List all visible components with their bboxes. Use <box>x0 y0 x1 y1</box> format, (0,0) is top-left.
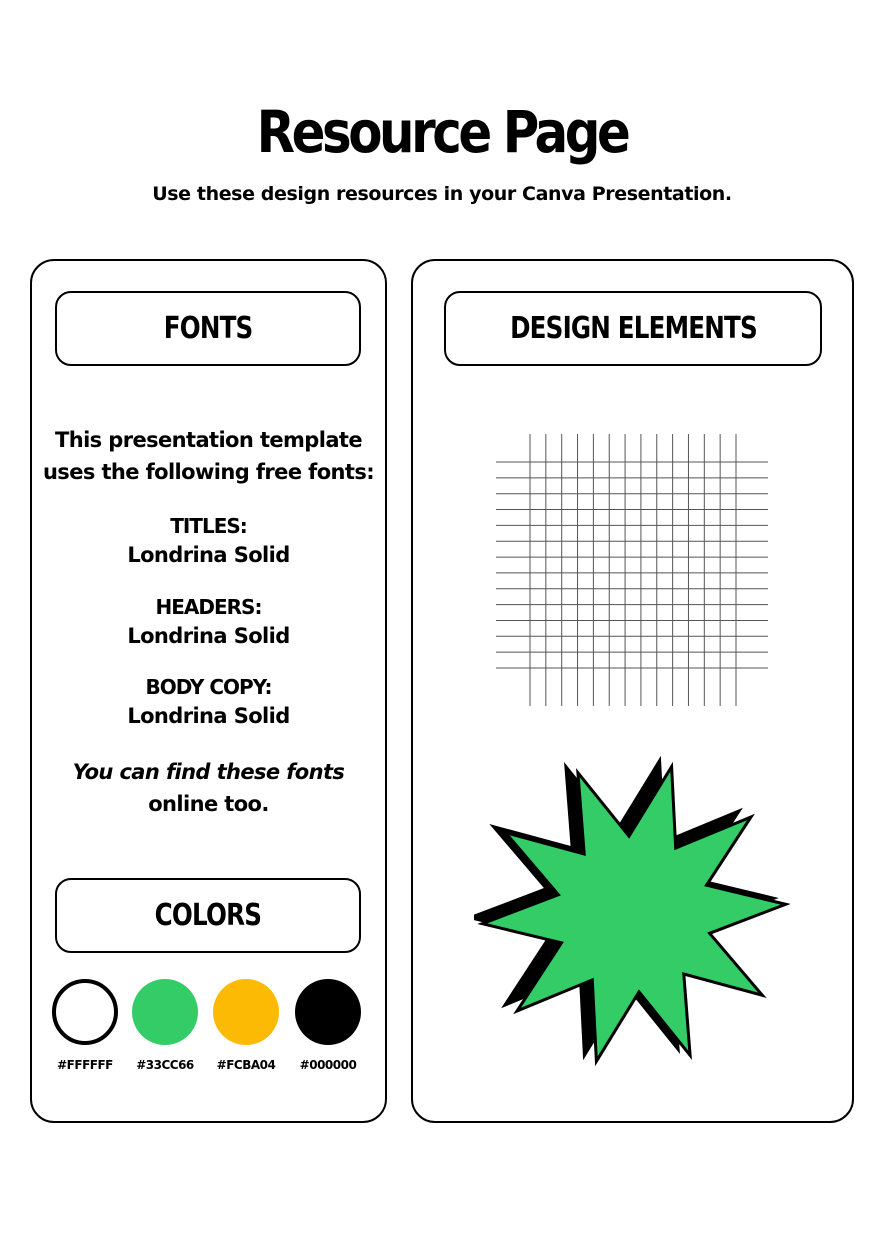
fonts-outro <box>30 756 387 820</box>
fonts-outro-line2: online too. <box>148 792 269 816</box>
titles-font: Londrina Solid <box>127 543 290 567</box>
headers-label: HEADERS: <box>155 595 262 619</box>
body-label: BODY COPY: <box>145 675 272 699</box>
grid-element <box>496 434 768 706</box>
color-code-black: #000000 <box>299 1058 357 1072</box>
fonts-outro-line1: You can find these fonts <box>72 760 345 784</box>
page-title: Resource Page <box>256 98 628 166</box>
starburst-element <box>474 756 790 1068</box>
colors-heading: COLORS <box>154 898 262 933</box>
titles-label: TITLES: <box>170 514 247 538</box>
design-elements-heading-box <box>444 291 822 366</box>
fonts-intro-line2: uses the following free fonts: <box>42 460 375 484</box>
page-subtitle: Use these design resources in your Canva Presentation. <box>152 183 732 205</box>
color-code-green: #33CC66 <box>136 1058 194 1072</box>
color-code-white: #FFFFFF <box>57 1058 113 1072</box>
fonts-intro-line1: This presentation template <box>55 428 362 452</box>
color-swatch-black <box>295 979 361 1045</box>
body-font: Londrina Solid <box>127 704 290 728</box>
color-swatch-yellow <box>213 979 279 1045</box>
fonts-heading-box <box>55 291 361 366</box>
colors-heading-box <box>55 878 361 953</box>
color-swatch-white <box>52 979 118 1045</box>
titles-font-block <box>30 512 387 570</box>
design-elements-heading: DESIGN ELEMENTS <box>509 311 757 346</box>
fonts-intro <box>30 424 387 488</box>
body-font-block <box>30 673 387 731</box>
headers-font-block <box>30 593 387 651</box>
color-swatch-green <box>132 979 198 1045</box>
color-code-yellow: #FCBA04 <box>216 1058 276 1072</box>
fonts-heading: FONTS <box>163 311 253 346</box>
headers-font: Londrina Solid <box>127 624 290 648</box>
